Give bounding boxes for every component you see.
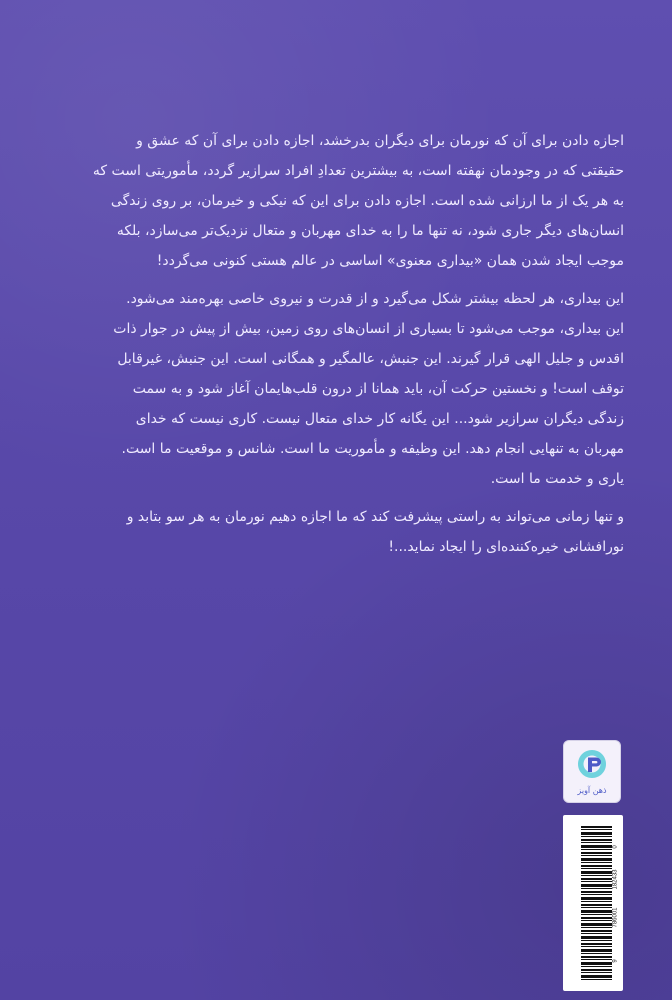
text-line: نورافشانی خیره‌کننده‌ای را ایجاد نماید...! [388, 539, 624, 555]
text-line: مهربان به تنهایی انجام دهد. این وظیفه و مأموریت ما است. شانس و موقعیت ما است. [121, 441, 624, 457]
isbn-barcode [563, 815, 623, 991]
text-line: این بیداری، هر لحظه بیشتر شکل می‌گیرد و از قدرت و نیروی خاصی بهره‌مند می‌شود. [126, 291, 624, 307]
text-line: اجازه دادن برای آن که نورمان برای دیگران بدرخشد، اجازه دادن برای آن که عشق و [136, 133, 624, 149]
text-line: و تنها زمانی می‌تواند به راستی پیشرفت کند که ما اجازه دهیم نورمان به هر سو بتابد و [126, 509, 624, 525]
text-line: موجب ایجاد شدن همان «بیداری معنوی» اساسی در عالم هستی کنونی می‌گردد! [156, 253, 624, 269]
barcode-digit: 182433 [612, 869, 619, 890]
paragraph-3 [56, 502, 624, 562]
barcode-lines [581, 826, 612, 980]
publisher-logo-icon [575, 747, 609, 781]
barcode-digit: 9 [612, 959, 619, 963]
back-cover-text [56, 126, 624, 562]
text-line: به هر یک از ما ارزانی شده است. اجازه دادن برای این که نیکی و خیرمان، بر روی زندگی [110, 193, 624, 209]
text-line: اقدس و جلیل الهی قرار گیرند. این جنبش، عالمگیر و همگانی است. این جنبش، غیرقابل [117, 351, 624, 367]
text-line: انسان‌های دیگر جاری شود، نه تنها ما را به خدای مهربان و متعال نزدیک‌تر می‌سازد، بلکه [116, 223, 624, 239]
text-line: این بیداری، موجب می‌شود تا بسیاری از انسان‌های روی زمین، بیش از پیش در جوار ذات [113, 321, 624, 337]
publisher-name: ذهن آویز [577, 786, 607, 795]
text-line: زندگی دیگران سرازیر شود... این یگانه کار خدای متعال نیست. کاری نیست که خدای [135, 411, 624, 427]
paragraph-1 [56, 126, 624, 276]
paragraph-2 [56, 284, 624, 494]
publisher-logo [563, 740, 621, 803]
text-line: یاری و خدمت ما است. [490, 471, 624, 487]
text-line: حقیقتی که در وجودمان نهفته است، به بیشترین تعدادِ افراد سرازیر گردد، مأموریتی است که [92, 163, 624, 179]
text-line: توقف است! و نخستین حرکت آن، باید همانا از درون قلب‌هایمان آغاز شود و به سمت [132, 381, 624, 397]
barcode-digit: 786001 [612, 907, 619, 928]
barcode-digit: 0 [612, 845, 619, 849]
